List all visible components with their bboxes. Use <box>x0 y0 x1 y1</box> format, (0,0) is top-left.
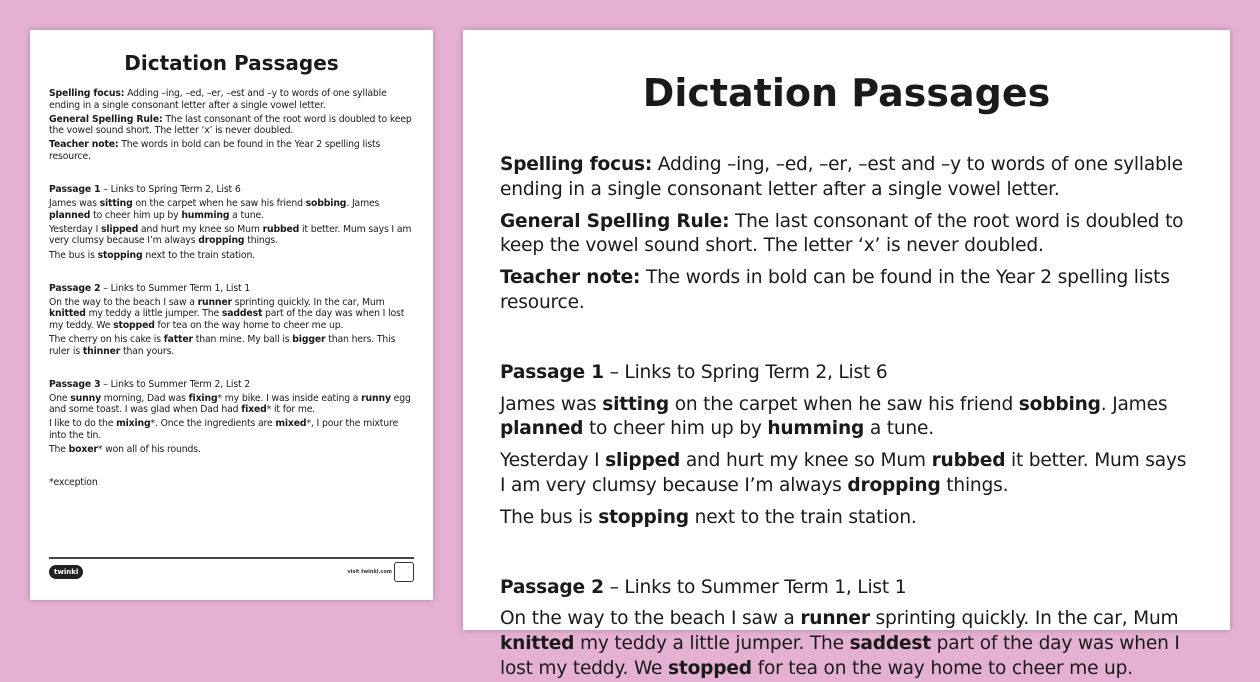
text: for tea on the way home to cheer me up. <box>751 657 1133 679</box>
paragraph <box>500 361 1193 386</box>
text: my teddy a little jumper. The <box>85 308 222 320</box>
text: things. <box>244 235 278 247</box>
document-content <box>500 153 1193 682</box>
spacer <box>500 538 1193 576</box>
bold-text: saddest <box>849 633 931 655</box>
bold-text: sitting <box>99 198 133 210</box>
bold-text: stopping <box>97 249 143 261</box>
text: – Links to Summer Term 1, List 1 <box>100 282 251 294</box>
bold-text: General Spelling Rule: <box>500 210 730 232</box>
text: On the way to the beach I saw a <box>49 296 198 308</box>
document-preview <box>463 30 1230 679</box>
text: * won all of his rounds. <box>97 444 201 456</box>
text: * it for me. <box>266 404 316 416</box>
text: The words in bold can be found in the Year 2 spelling lists resource. <box>500 267 1170 313</box>
text: I like to do the <box>49 418 117 430</box>
paragraph <box>49 283 414 295</box>
paragraph <box>49 418 414 441</box>
paragraph <box>49 139 414 162</box>
bold-text: runner <box>197 296 232 308</box>
text: than mine. My ball is <box>192 334 293 345</box>
paragraph <box>49 114 414 137</box>
text: * my bike. I was inside eating a <box>217 392 362 404</box>
paragraph <box>500 607 1193 681</box>
paragraph <box>500 393 1193 443</box>
bold-text: stopped <box>113 319 155 331</box>
text: morning, Dad was <box>101 392 189 404</box>
paragraph <box>500 210 1193 260</box>
text: it better. Mum says I am very clumsy because I’m always <box>49 223 412 247</box>
bold-text: General Spelling Rule: <box>49 113 163 125</box>
bold-text: slipped <box>605 450 681 472</box>
bold-text: thinner <box>82 345 121 357</box>
text: part of the day was when I lost my teddy. We <box>49 308 405 331</box>
paragraph <box>49 184 414 196</box>
paragraph <box>49 393 414 416</box>
bold-text: dropping <box>847 474 941 496</box>
bold-text: Spelling focus: <box>500 154 653 175</box>
spacer <box>500 323 1193 361</box>
bold-text: humming <box>181 209 230 221</box>
text: a tune. <box>864 418 934 440</box>
spacer <box>49 264 414 283</box>
bold-text: Teacher note: <box>500 267 641 289</box>
text: . James <box>346 198 380 210</box>
text: to cheer him up by <box>90 209 182 221</box>
bold-text: fixed <box>241 404 267 416</box>
bold-text: knitted <box>500 633 575 655</box>
bold-text: rubbed <box>931 450 1006 472</box>
bold-text: sobbing <box>305 198 347 210</box>
paragraph <box>49 297 414 332</box>
spacer <box>49 458 414 477</box>
bold-text: Passage 1 <box>500 361 604 383</box>
text: – Links to Spring Term 2, List 6 <box>603 361 888 383</box>
text: James was <box>49 198 100 210</box>
text: *exception <box>49 477 98 489</box>
page-footer <box>49 557 414 599</box>
paragraph <box>49 379 414 391</box>
bold-text: rubbed <box>262 223 300 235</box>
bold-text: mixing <box>116 418 151 430</box>
text: on the carpet when he saw his friend <box>668 393 1019 415</box>
paragraph <box>49 444 414 456</box>
bold-text: saddest <box>221 308 263 320</box>
text: than yours. <box>120 345 175 357</box>
text: The words in bold can be found in the Year 2 spelling lists resource. <box>49 139 381 162</box>
bold-text: Passage 1 <box>49 184 101 196</box>
text: The last consonant of the root word is doubled to keep the vowel sound short. The letter ‘x’ is never doubled. <box>49 113 412 137</box>
text: things. <box>940 474 1009 496</box>
text: my teddy a little jumper. The <box>574 633 850 655</box>
text: a tune. <box>229 209 264 221</box>
text: egg and some toast. I was glad when Dad had <box>49 392 411 416</box>
text: it better. Mum says I am very clumsy because I’m always <box>500 450 1187 496</box>
text: sprinting quickly. In the car, Mum <box>232 296 385 308</box>
bold-text: stopping <box>598 506 689 528</box>
paragraph <box>49 198 414 221</box>
bold-text: Teacher note: <box>49 139 119 151</box>
bold-text: Passage 3 <box>49 378 101 390</box>
paragraph <box>500 506 1193 531</box>
badge-icon <box>394 562 414 582</box>
text: . James <box>1100 393 1168 415</box>
text: – Links to Spring Term 2, List 6 <box>100 184 241 196</box>
text: next to the train station. <box>142 249 256 261</box>
paragraph <box>49 250 414 262</box>
text: The <box>49 444 69 456</box>
text: The bus is <box>500 506 599 528</box>
bold-text: runner <box>800 608 870 630</box>
text: On the way to the beach I saw a <box>500 608 801 630</box>
bold-text: Passage 2 <box>500 576 604 598</box>
text: to cheer him up by <box>583 418 768 440</box>
text: than hers. This ruler is <box>49 334 396 357</box>
text: next to the train station. <box>688 506 917 528</box>
spacer <box>49 360 414 379</box>
bold-text: fixing <box>188 392 218 404</box>
page-title: Dictation Passages <box>124 51 339 75</box>
text: The bus is <box>49 249 98 261</box>
text: Adding –ing, –ed, –er, –est and –y to words of one syllable ending in a single consonant letter after a single vowel letter. <box>500 154 1183 200</box>
text: and hurt my knee so Mum <box>138 223 263 235</box>
bold-text: fatter <box>163 334 193 345</box>
text: on the carpet when he saw his friend <box>132 198 306 210</box>
text: James was <box>500 393 603 415</box>
text: Yesterday I <box>500 450 606 472</box>
bold-text: mixed <box>275 418 307 430</box>
bold-text: slipped <box>100 223 139 235</box>
bold-text: runny <box>361 392 391 404</box>
paragraph <box>500 153 1193 203</box>
text: Yesterday I <box>49 223 101 235</box>
text: and hurt my knee so Mum <box>680 450 932 472</box>
bold-text: sunny <box>70 392 101 404</box>
document-thumbnail[interactable] <box>30 30 433 600</box>
paragraph <box>500 449 1193 499</box>
paragraph <box>500 266 1193 316</box>
bold-text: dropping <box>198 235 245 247</box>
bold-text: sobbing <box>1018 393 1101 415</box>
twinkl-logo: twinkl <box>49 565 83 579</box>
bold-text: Passage 2 <box>49 282 101 294</box>
spacer <box>49 165 414 184</box>
text: The cherry on his cake is <box>49 334 164 345</box>
bold-text: boxer <box>68 444 98 456</box>
paragraph <box>500 576 1193 601</box>
paragraph <box>49 334 414 357</box>
text: *. Once the ingredients are <box>150 418 276 430</box>
text: Adding –ing, –ed, –er, –est and –y to words of one syllable ending in a single consonant letter after a single vowel letter. <box>49 88 387 111</box>
bold-text: stopped <box>668 657 752 679</box>
visit-link-text: visit twinkl.com <box>347 569 392 575</box>
bold-text: planned <box>500 418 584 440</box>
paragraph <box>49 224 414 247</box>
text: sprinting quickly. In the car, Mum <box>869 608 1179 630</box>
bold-text: sitting <box>602 393 669 415</box>
text: *, I pour the mixture into the tin. <box>49 418 399 442</box>
bold-text: knitted <box>49 308 86 320</box>
text: The last consonant of the root word is doubled to keep the vowel sound short. The letter ‘x’ is never doubled. <box>500 210 1184 257</box>
text: – Links to Summer Term 1, List 1 <box>603 576 907 598</box>
text: One <box>49 392 71 404</box>
bold-text: Spelling focus: <box>49 88 125 99</box>
paragraph <box>49 88 414 111</box>
document-content <box>49 88 414 489</box>
paragraph <box>49 477 414 489</box>
bold-text: bigger <box>292 334 326 345</box>
bold-text: humming <box>767 418 865 440</box>
bold-text: planned <box>49 209 91 221</box>
text: for tea on the way home to cheer me up. <box>154 319 344 331</box>
text: – Links to Summer Term 2, List 2 <box>100 378 251 390</box>
text: part of the day was when I lost my teddy. We <box>500 633 1180 679</box>
page-title: Dictation Passages <box>642 71 1051 115</box>
